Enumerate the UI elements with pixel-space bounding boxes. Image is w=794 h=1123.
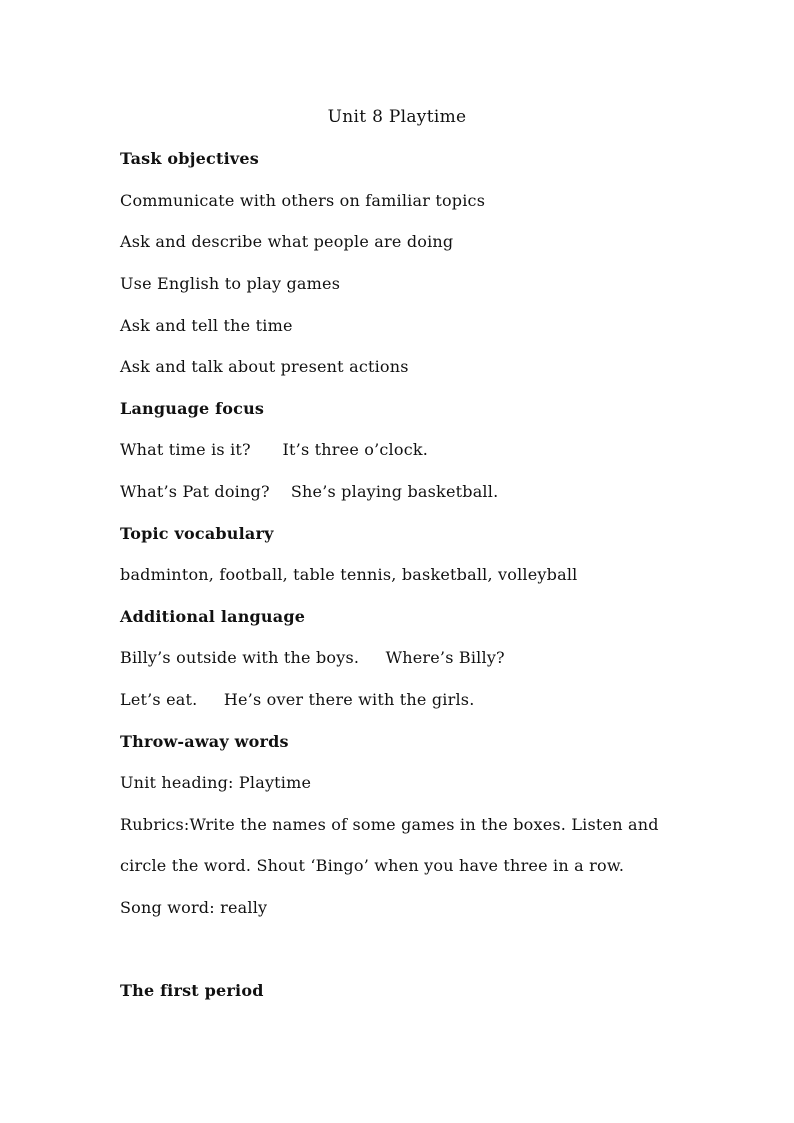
objective-item: Ask and describe what people are doing (120, 232, 454, 251)
additional-language-line: Let’s eat. He’s over there with the girls. (120, 690, 475, 709)
language-focus-line: What time is it? It’s three o’clock. (120, 440, 429, 459)
topic-vocabulary-heading: Topic vocabulary (120, 524, 274, 543)
rubrics-line-continued: circle the word. Shout ‘Bingo’ when you have three in a row. (120, 856, 625, 875)
additional-language-line: Billy’s outside with the boys. Where’s Billy? (120, 648, 505, 667)
objective-item: Ask and tell the time (120, 316, 293, 335)
objective-item: Ask and talk about present actions (120, 357, 409, 376)
language-focus-line: What’s Pat doing? She’s playing basketball. (120, 482, 499, 501)
unit-heading-line: Unit heading: Playtime (120, 773, 312, 792)
rubrics-line: Rubrics:Write the names of some games in the boxes. Listen and (120, 815, 659, 834)
document-title: Unit 8 Playtime (327, 107, 467, 127)
first-period-heading: The first period (120, 981, 264, 1000)
song-word-line: Song word: really (120, 898, 268, 917)
throw-away-words-heading: Throw-away words (120, 732, 289, 751)
objective-item: Use English to play games (120, 274, 341, 293)
language-focus-heading: Language focus (120, 399, 265, 418)
topic-vocabulary-text: badminton, football, table tennis, basketball, volleyball (120, 565, 578, 584)
additional-language-heading: Additional language (120, 607, 306, 626)
task-objectives-heading: Task objectives (120, 149, 259, 168)
objective-item: Communicate with others on familiar topics (120, 191, 486, 210)
